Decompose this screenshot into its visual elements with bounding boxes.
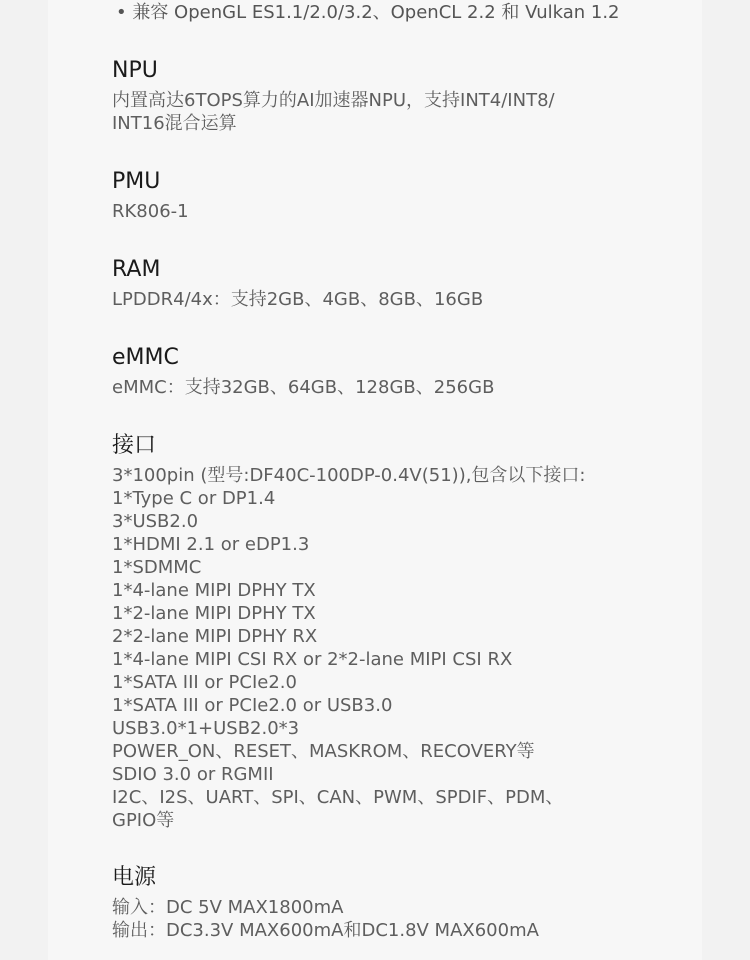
spec-line: 1*2-lane MIPI DPHY TX — [112, 603, 316, 624]
spec-line: RK806-1 — [112, 201, 189, 222]
gpu-compat-bullet: • 兼容 OpenGL ES1.1/2.0/3.2、OpenCL 2.2 和 Vulkan 1.2 — [116, 2, 620, 23]
section-body-pmu — [112, 200, 652, 223]
spec-line: 输出：DC3.3V MAX600mA和DC1.8V MAX600mA — [112, 920, 539, 941]
section-npu — [112, 57, 652, 135]
section-title-ram: RAM — [112, 257, 161, 282]
spec-line: 输入：DC 5V MAX1800mA — [112, 897, 344, 918]
section-title-pmu: PMU — [112, 169, 161, 194]
spec-line: eMMC：支持32GB、64GB、128GB、256GB — [112, 377, 495, 398]
section-power — [112, 864, 652, 942]
spec-line: SDIO 3.0 or RGMII — [112, 764, 274, 785]
spec-line: 2*2-lane MIPI DPHY RX — [112, 626, 318, 647]
section-title-npu: NPU — [112, 58, 158, 83]
spec-line: USB3.0*1+USB2.0*3 — [112, 718, 300, 739]
spec-line: POWER_ON、RESET、MASKROM、RECOVERY等 — [112, 741, 535, 762]
section-body-interfaces — [112, 464, 652, 832]
spec-line: 1*HDMI 2.1 or eDP1.3 — [112, 534, 310, 555]
spec-line: INT16混合运算 — [112, 113, 237, 134]
section-body-power — [112, 896, 652, 942]
spec-line: 1*Type C or DP1.4 — [112, 488, 276, 509]
spec-line: 3*USB2.0 — [112, 511, 199, 532]
section-interfaces — [112, 432, 652, 832]
section-ram — [112, 256, 652, 311]
section-pmu — [112, 168, 652, 223]
section-emmc — [112, 344, 652, 399]
spec-line: 1*SATA III or PCIe2.0 or USB3.0 — [112, 695, 393, 716]
section-title-emmc: eMMC — [112, 345, 179, 370]
spec-line: 1*4-lane MIPI DPHY TX — [112, 580, 316, 601]
spec-line: 1*SDMMC — [112, 557, 202, 578]
spec-line: 3*100pin (型号:DF40C-100DP-0.4V(51)),包含以下接口: — [112, 465, 586, 486]
section-body-emmc — [112, 376, 652, 399]
spec-line: 内置高达6TOPS算力的AI加速器NPU，支持INT4/INT8/ — [112, 90, 555, 111]
spec-line: LPDDR4/4x：支持2GB、4GB、8GB、16GB — [112, 289, 484, 310]
section-title-interfaces: 接口 — [112, 433, 157, 458]
spec-line: 1*4-lane MIPI CSI RX or 2*2-lane MIPI CSI RX — [112, 649, 513, 670]
section-title-power: 电源 — [112, 865, 157, 890]
spec-line: GPIO等 — [112, 810, 175, 831]
section-body-npu — [112, 89, 652, 135]
section-body-ram — [112, 288, 652, 311]
spec-line: 1*SATA III or PCIe2.0 — [112, 672, 297, 693]
spec-line: I2C、I2S、UART、SPI、CAN、PWM、SPDIF、PDM、 — [112, 787, 564, 808]
